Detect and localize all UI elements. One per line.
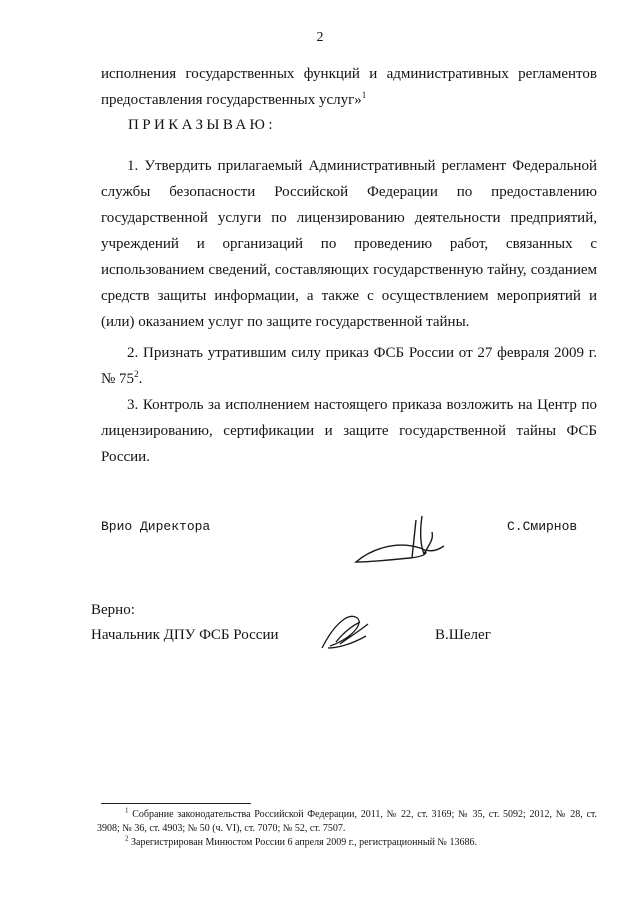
footnote-ref-2: 2 bbox=[134, 369, 139, 379]
director-signature bbox=[350, 510, 450, 570]
footnote-2-number: 2 bbox=[125, 834, 129, 843]
certification-label: Верно: bbox=[91, 602, 135, 618]
footnote-1-number: 1 bbox=[125, 806, 129, 815]
page-number: 2 bbox=[316, 30, 324, 45]
certifier-signature bbox=[318, 612, 374, 654]
footnote-1-text: Собрание законодательства Российской Федерации, 2011, № 22, ст. 3169; № 35, ст. 5092; 2012, № 28, ст. 3908; № 36, ст. 4903; № 50 (ч. VI), ст. 7070; № 52, ст. 7507. bbox=[97, 809, 598, 834]
footnote-ref-1: 1 bbox=[361, 90, 367, 100]
intro-line-2-text: предоставления государственных услуг» bbox=[101, 92, 362, 108]
order-item-2-text: 2. Признать утратившим силу приказ ФСБ России от 27 февраля 2009 г. № 75 bbox=[101, 345, 597, 387]
order-item-2-end: . bbox=[138, 371, 143, 387]
signer-name: С.Смирнов bbox=[507, 519, 578, 534]
footnote-2-text: Зарегистрирован Минюстом России 6 апреля 2009 г., регистрационный № 13686. bbox=[131, 837, 477, 848]
order-heading: ПРИКАЗЫВАЮ: bbox=[128, 117, 276, 133]
intro-line-1: исполнения государственных функций и административных регламентов bbox=[101, 66, 597, 82]
order-item-1: 1. Утвердить прилагаемый Административный регламент Федеральной службы безопасности Российской Федерации по предоставлению государственной услуги по лицензированию деятельности предприятий, учреждений и организаций по проведению работ, связанных с использованием сведений, составляющих государственную тайну, созданием средств защиты информации, а также с осуществлением мероприятий и (или) оказанием услуг по защите государственной тайны. bbox=[101, 158, 597, 330]
footnote-divider bbox=[101, 803, 251, 804]
certifier-position: Начальник ДПУ ФСБ России bbox=[91, 627, 279, 643]
order-item-2 bbox=[101, 340, 597, 392]
footnote-2 bbox=[97, 836, 597, 850]
footnote-1 bbox=[97, 808, 597, 836]
certifier-name: В.Шелег bbox=[435, 627, 491, 643]
order-item-3: 3. Контроль за исполнением настоящего приказа возложить на Центр по лицензированию, сертификации и защите государственной тайны ФСБ России. bbox=[101, 397, 597, 465]
signer-position: Врио Директора bbox=[101, 519, 211, 534]
intro-line-2 bbox=[101, 87, 597, 113]
